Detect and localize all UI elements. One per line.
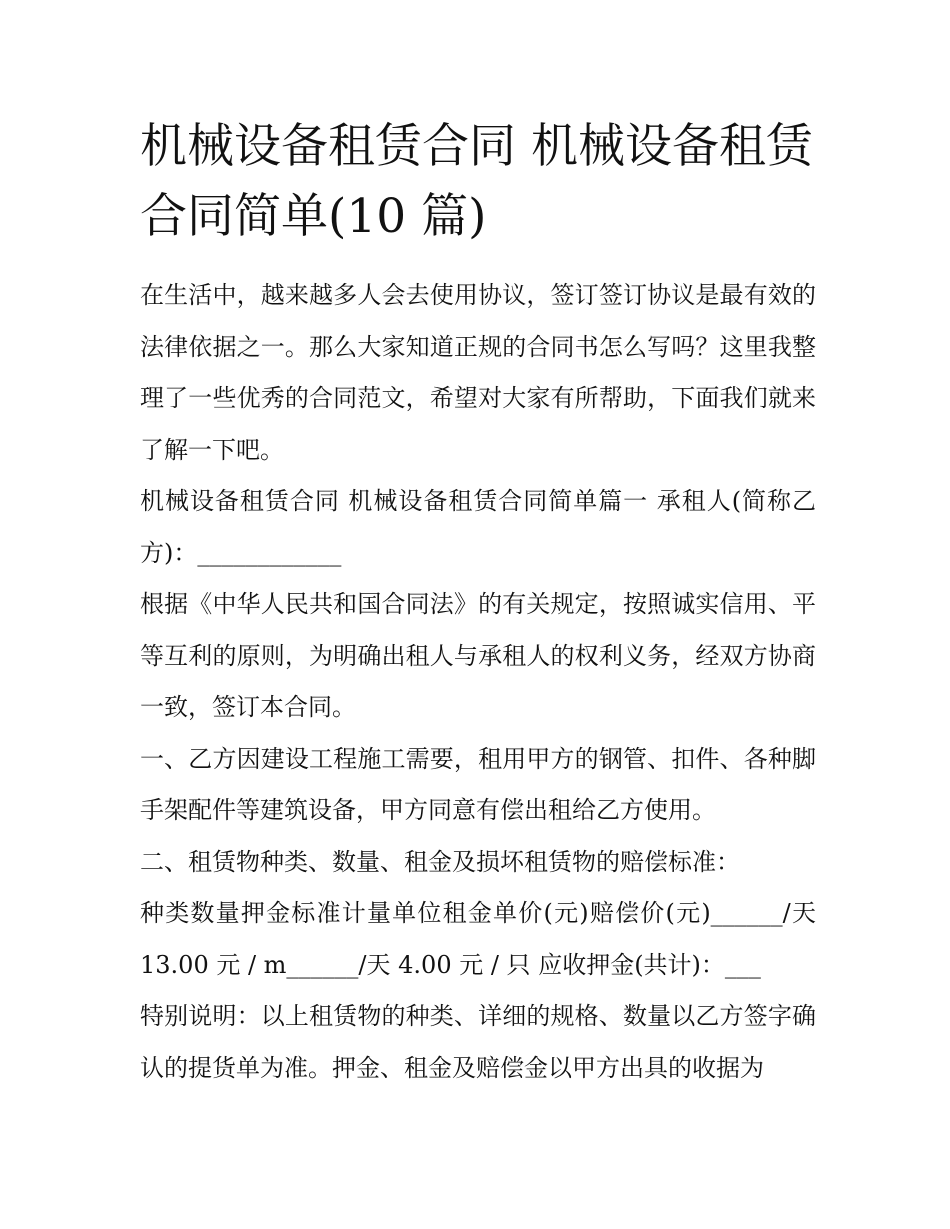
intro-paragraph: 在生活中，越来越多人会去使用协议，签订签订协议是最有效的法律依据之一。那么大家知道正规的合同书怎么写吗？这里我整理了一些优秀的合同范文，希望对大家有所帮助，下面我们就来了解一下吧。 — [140, 281, 816, 464]
rental-items-paragraph: 种类数量押金标准计量单位租金单价(元)赔偿价(元)______/天13.00 元 / m______/天 4.00 元 / 只 应收押金(共计)：___ — [140, 899, 816, 979]
document-body — [140, 112, 816, 1094]
contract-heading-paragraph: 机械设备租赁合同 机械设备租赁合同简单篇一 承租人(简称乙方)：____________ — [140, 487, 816, 567]
clause-two-paragraph: 二、租赁物种类、数量、租金及损坏租赁物的赔偿标准： — [140, 847, 740, 876]
clause-one-paragraph: 一、乙方因建设工程施工需要，租用甲方的钢管、扣件、各种脚手架配件等建筑设备，甲方同意有偿出租给乙方使用。 — [140, 744, 816, 824]
document-title: 机械设备租赁合同 机械设备租赁合同简单(10 篇) — [140, 119, 813, 244]
legal-basis-paragraph: 根据《中华人民共和国合同法》的有关规定，按照诚实信用、平等互利的原则，为明确出租人与承租人的权利义务，经双方协商一致，签订本合同。 — [140, 590, 816, 721]
special-note-paragraph: 特别说明：以上租赁物的种类、详细的规格、数量以乙方签字确认的提货单为准。押金、租金及赔偿金以甲方出具的收据为 — [140, 1002, 816, 1082]
